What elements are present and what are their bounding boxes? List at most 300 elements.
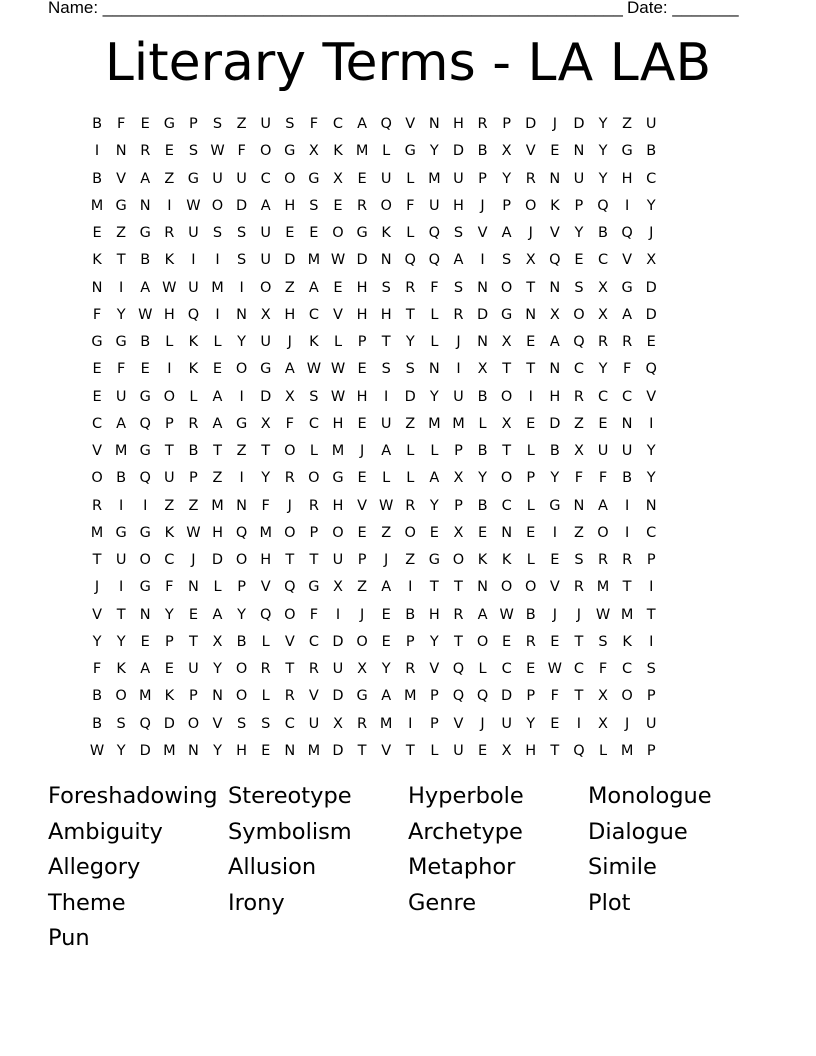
grid-letter: X [477, 361, 488, 378]
grid-letter: R [308, 661, 319, 677]
grid-letter: V [525, 143, 536, 160]
grid-letter: D [260, 388, 272, 405]
grid-letter: G [139, 443, 151, 459]
grid-letter: Z [573, 524, 584, 541]
word-list-item: Ambiguity [48, 818, 163, 845]
grid-letter: K [333, 143, 343, 160]
grid-letter: G [428, 552, 440, 568]
grid-letter: I [167, 361, 172, 378]
grid-letter: A [284, 361, 295, 378]
grid-letter: Z [405, 552, 416, 568]
grid-letter: N [477, 279, 488, 296]
grid-letter: L [430, 443, 439, 459]
grid-letter: E [429, 524, 439, 541]
grid-letter: L [478, 661, 487, 677]
grid-letter: I [576, 715, 582, 732]
grid-letter: W [330, 388, 346, 405]
grid-letter: E [357, 415, 367, 432]
grid-row [85, 441, 735, 468]
grid-letter: O [404, 524, 416, 541]
grid-letter: F [165, 579, 174, 596]
grid-letter: T [116, 252, 126, 269]
grid-letter: I [119, 579, 124, 596]
grid-letter: O [235, 688, 248, 705]
grid-letter: C [308, 306, 319, 323]
grid-letter: E [333, 279, 343, 296]
grid-letter: E [550, 715, 560, 732]
grid-letter: X [308, 143, 319, 160]
grid-letter: B [549, 443, 560, 459]
grid-letter: V [92, 606, 102, 623]
grid-letter: Y [646, 197, 656, 214]
grid-letter: G [235, 415, 248, 432]
grid-letter: A [381, 688, 392, 705]
grid-letter: S [574, 552, 584, 568]
grid-letter: G [621, 279, 633, 296]
grid-letter: C [573, 661, 584, 677]
grid-letter: V [116, 170, 127, 187]
grid-row [85, 223, 735, 250]
grid-row [85, 141, 735, 168]
grid-letter: Z [405, 415, 416, 432]
grid-letter: Q [428, 252, 441, 269]
grid-letter: T [261, 443, 271, 459]
grid-letter: E [92, 361, 102, 378]
grid-letter: C [284, 715, 295, 732]
grid-letter: D [404, 388, 416, 405]
grid-letter: R [597, 334, 609, 350]
grid-letter: V [260, 579, 271, 596]
grid-letter: U [429, 197, 440, 214]
grid-letter: L [406, 443, 415, 459]
grid-letter: O [91, 470, 103, 487]
grid-letter: H [525, 742, 537, 759]
grid-letter: O [187, 715, 200, 732]
grid-letter: N [477, 334, 488, 350]
grid-letter: U [501, 715, 512, 732]
grid-letter: T [574, 688, 584, 705]
grid-letter: F [598, 661, 608, 677]
grid-letter: U [260, 225, 272, 241]
grid-letter: C [91, 415, 103, 432]
grid-row [85, 196, 735, 223]
grid-letter: N [549, 170, 561, 187]
grid-letter: S [212, 225, 223, 241]
grid-letter: U [260, 334, 272, 350]
grid-letter: E [502, 633, 512, 650]
grid-letter: I [335, 606, 341, 623]
grid-letter: Y [574, 225, 584, 241]
grid-letter: U [260, 116, 272, 132]
grid-letter: W [138, 306, 153, 323]
word-list-item: Allusion [228, 854, 317, 880]
grid-letter: E [526, 415, 536, 432]
grid-letter: F [92, 306, 102, 323]
grid-letter: L [165, 334, 174, 350]
grid-letter: X [598, 715, 608, 732]
grid-letter: R [92, 497, 103, 514]
grid-letter: N [91, 279, 103, 296]
grid-letter: O [380, 197, 392, 214]
grid-row [85, 523, 735, 550]
grid-letter: S [212, 116, 223, 132]
grid-letter: F [116, 116, 126, 132]
grid-letter: F [574, 470, 584, 487]
grid-row [85, 468, 735, 495]
grid-letter: E [550, 552, 560, 568]
grid-letter: N [380, 252, 392, 269]
grid-letter: I [456, 361, 461, 378]
grid-letter: N [187, 579, 199, 596]
grid-letter: M [114, 443, 128, 459]
grid-letter: R [477, 116, 488, 132]
grid-letter: C [260, 170, 271, 187]
grid-letter: K [622, 633, 632, 650]
grid-letter: N [187, 742, 199, 759]
grid-letter: Z [236, 443, 247, 459]
grid-letter: F [309, 606, 319, 623]
grid-letter: U [621, 443, 633, 459]
grid-letter: H [236, 742, 248, 759]
grid-letter: J [649, 225, 654, 241]
grid-letter: H [284, 306, 296, 323]
grid-letter: M [211, 497, 224, 514]
grid-letter: C [164, 552, 175, 568]
grid-letter: H [356, 306, 368, 323]
grid-letter: Q [259, 606, 272, 623]
grid-letter: E [140, 633, 150, 650]
grid-letter: U [573, 170, 585, 187]
grid-letter: P [429, 715, 439, 732]
grid-letter: X [333, 579, 343, 596]
grid-letter: L [526, 552, 535, 568]
grid-letter: S [261, 715, 271, 732]
grid-letter: P [189, 688, 198, 705]
grid-letter: Q [139, 470, 151, 487]
grid-letter: P [526, 688, 536, 705]
grid-letter: X [646, 252, 657, 269]
grid-letter: P [454, 497, 463, 514]
grid-letter: T [309, 552, 319, 568]
grid-letter: X [573, 443, 584, 459]
grid-letter: K [116, 661, 126, 677]
grid-letter: Y [502, 170, 512, 187]
grid-letter: T [526, 361, 536, 378]
grid-letter: W [162, 279, 177, 296]
grid-letter: G [139, 388, 151, 405]
grid-letter: E [526, 524, 536, 541]
grid-letter: T [116, 606, 126, 623]
grid-letter: C [622, 388, 633, 405]
grid-letter: B [525, 606, 536, 623]
grid-letter: B [92, 688, 103, 705]
grid-letter: E [212, 361, 223, 378]
grid-letter: C [573, 361, 584, 378]
grid-letter: E [646, 334, 656, 350]
grid-letter: M [259, 524, 272, 541]
grid-letter: V [92, 443, 102, 459]
grid-letter: N [115, 143, 127, 160]
grid-letter: V [549, 579, 560, 596]
word-list-item: Irony [228, 889, 285, 916]
grid-letter: X [260, 415, 271, 432]
grid-letter: P [189, 470, 198, 487]
grid-letter: T [454, 579, 463, 596]
grid-letter: O [597, 524, 609, 541]
grid-letter: E [381, 633, 391, 650]
word-list-item: Stereotype [228, 783, 352, 809]
grid-letter: T [164, 443, 174, 459]
grid-letter: B [92, 170, 103, 187]
grid-letter: X [598, 306, 608, 323]
grid-letter: D [501, 688, 513, 705]
grid-letter: Y [429, 497, 439, 514]
grid-letter: U [308, 715, 320, 732]
grid-letter: S [502, 252, 512, 269]
word-list-item: Simile [588, 854, 657, 880]
grid-letter: H [332, 415, 344, 432]
grid-letter: W [547, 661, 562, 677]
grid-letter: G [260, 361, 272, 378]
grid-letter: Y [116, 742, 126, 759]
grid-letter: P [164, 415, 174, 432]
grid-letter: Z [164, 170, 175, 187]
grid-letter: Q [549, 252, 561, 269]
grid-letter: N [525, 306, 537, 323]
grid-letter: R [284, 688, 295, 705]
grid-letter: T [574, 633, 584, 650]
grid-letter: T [285, 552, 295, 568]
grid-letter: Q [476, 688, 489, 705]
grid-letter: R [525, 170, 536, 187]
grid-letter: J [191, 552, 196, 568]
grid-letter: Y [550, 470, 560, 487]
grid-letter: C [622, 661, 633, 677]
grid-letter: R [164, 225, 175, 241]
grid-letter: O [621, 688, 633, 705]
grid-letter: E [285, 225, 295, 241]
grid-row [85, 686, 735, 713]
grid-letter: R [284, 470, 295, 487]
grid-letter: S [285, 116, 295, 132]
grid-letter: L [478, 415, 487, 432]
grid-letter: O [573, 306, 585, 323]
grid-letter: J [359, 443, 365, 459]
grid-letter: M [331, 443, 345, 459]
grid-letter: S [598, 633, 608, 650]
grid-letter: U [645, 116, 657, 132]
grid-letter: G [332, 470, 344, 487]
grid-letter: L [189, 388, 198, 405]
grid-letter: C [308, 633, 319, 650]
grid-letter: C [501, 497, 512, 514]
grid-letter: V [429, 661, 440, 677]
grid-letter: U [453, 170, 464, 187]
grid-letter: S [188, 143, 199, 160]
grid-letter: H [212, 524, 223, 541]
grid-letter: S [237, 715, 247, 732]
grid-letter: G [91, 334, 103, 350]
grid-letter: W [330, 252, 346, 269]
grid-letter: D [549, 415, 561, 432]
grid-letter: S [237, 225, 247, 241]
grid-letter: Z [622, 116, 633, 132]
grid-letter: O [139, 552, 151, 568]
grid-letter: U [188, 225, 199, 241]
grid-letter: R [357, 715, 368, 732]
grid-letter: A [357, 116, 368, 132]
grid-letter: Q [380, 116, 392, 132]
grid-letter: E [140, 361, 150, 378]
grid-letter: A [140, 170, 151, 187]
grid-letter: B [236, 633, 247, 650]
grid-row [85, 496, 735, 523]
grid-letter: I [119, 279, 124, 296]
grid-letter: R [357, 197, 368, 214]
grid-letter: L [526, 443, 535, 459]
grid-letter: R [405, 497, 416, 514]
grid-letter: Z [116, 225, 127, 241]
grid-letter: Y [429, 143, 439, 160]
grid-letter: C [597, 252, 609, 269]
grid-letter: P [357, 552, 367, 568]
grid-letter: R [573, 388, 584, 405]
grid-letter: L [406, 170, 415, 187]
grid-letter: D [211, 552, 224, 568]
grid-letter: M [404, 688, 417, 705]
grid-letter: I [215, 252, 220, 269]
grid-letter: E [333, 197, 343, 214]
page-title: Literary Terms - LA LAB [104, 33, 712, 93]
grid-letter: P [405, 633, 415, 650]
grid-row [85, 659, 735, 686]
grid-letter: S [405, 361, 415, 378]
grid-letter: M [211, 279, 224, 296]
grid-row [85, 250, 735, 277]
grid-letter: Z [573, 415, 584, 432]
grid-letter: U [332, 552, 344, 568]
grid-letter: K [501, 552, 512, 568]
grid-letter: G [356, 225, 368, 241]
word-list-item: Metaphor [408, 854, 516, 880]
grid-letter: T [285, 661, 295, 677]
grid-letter: A [598, 497, 608, 514]
grid-row [85, 414, 735, 441]
grid-letter: R [453, 606, 464, 623]
grid-letter: B [140, 252, 151, 269]
grid-letter: E [357, 470, 367, 487]
grid-letter: F [406, 197, 415, 214]
grid-letter: E [357, 524, 367, 541]
grid-letter: N [236, 497, 248, 514]
grid-letter: D [139, 742, 151, 759]
letter-grid [85, 114, 735, 768]
grid-letter: G [115, 524, 127, 541]
grid-letter: X [284, 388, 295, 405]
grid-letter: B [477, 443, 488, 459]
grid-letter: P [646, 552, 656, 568]
grid-letter: A [477, 606, 488, 623]
grid-letter: V [646, 388, 657, 405]
grid-letter: N [573, 497, 585, 514]
grid-letter: E [261, 742, 271, 759]
grid-letter: Y [646, 470, 656, 487]
grid-letter: Y [598, 361, 608, 378]
grid-letter: C [308, 415, 319, 432]
grid-letter: M [620, 742, 634, 759]
grid-letter: O [163, 388, 176, 405]
grid-letter: G [115, 334, 127, 350]
grid-letter: A [212, 606, 223, 623]
grid-letter: G [501, 306, 513, 323]
grid-letter: F [116, 361, 126, 378]
grid-letter: Q [452, 688, 465, 705]
grid-row [85, 577, 735, 604]
grid-letter: D [332, 742, 344, 759]
grid-letter: U [453, 388, 464, 405]
grid-letter: V [453, 715, 464, 732]
grid-letter: S [453, 279, 464, 296]
grid-letter: F [550, 688, 559, 705]
grid-letter: W [186, 197, 201, 214]
grid-letter: I [624, 497, 630, 514]
grid-letter: X [453, 470, 464, 487]
grid-letter: J [480, 197, 485, 214]
grid-letter: F [261, 497, 270, 514]
grid-letter: Z [236, 116, 247, 132]
grid-letter: V [212, 715, 223, 732]
grid-letter: R [573, 579, 584, 596]
grid-letter: W [186, 524, 201, 541]
grid-letter: P [309, 524, 319, 541]
word-list-item: Symbolism [228, 818, 352, 845]
grid-letter: L [382, 143, 391, 160]
grid-letter: Q [404, 252, 416, 269]
grid-row [85, 741, 735, 768]
grid-letter: S [309, 197, 319, 214]
grid-letter: A [549, 334, 560, 350]
grid-letter: A [622, 306, 633, 323]
grid-letter: L [406, 470, 415, 487]
grid-letter: N [501, 524, 513, 541]
grid-letter: A [260, 197, 271, 214]
grid-letter: M [163, 742, 176, 759]
word-list-item: Allegory [48, 854, 141, 880]
grid-letter: L [309, 443, 318, 459]
grid-letter: S [381, 279, 391, 296]
grid-row [85, 632, 735, 659]
grid-letter: E [92, 225, 102, 241]
grid-letter: S [453, 225, 464, 241]
grid-letter: D [332, 688, 344, 705]
grid-letter: Y [213, 742, 222, 759]
grid-row [85, 278, 735, 305]
grid-letter: C [646, 524, 657, 541]
grid-letter: K [477, 552, 488, 568]
grid-letter: Q [597, 197, 609, 214]
grid-letter: G [187, 170, 200, 187]
grid-letter: S [574, 279, 584, 296]
grid-letter: U [260, 252, 272, 269]
grid-letter: K [164, 524, 175, 541]
grid-letter: I [384, 388, 389, 405]
grid-letter: Y [116, 306, 126, 323]
grid-letter: Q [573, 742, 585, 759]
grid-letter: I [480, 252, 485, 269]
grid-letter: J [624, 715, 630, 732]
grid-letter: X [212, 633, 223, 650]
grid-letter: O [235, 552, 248, 568]
